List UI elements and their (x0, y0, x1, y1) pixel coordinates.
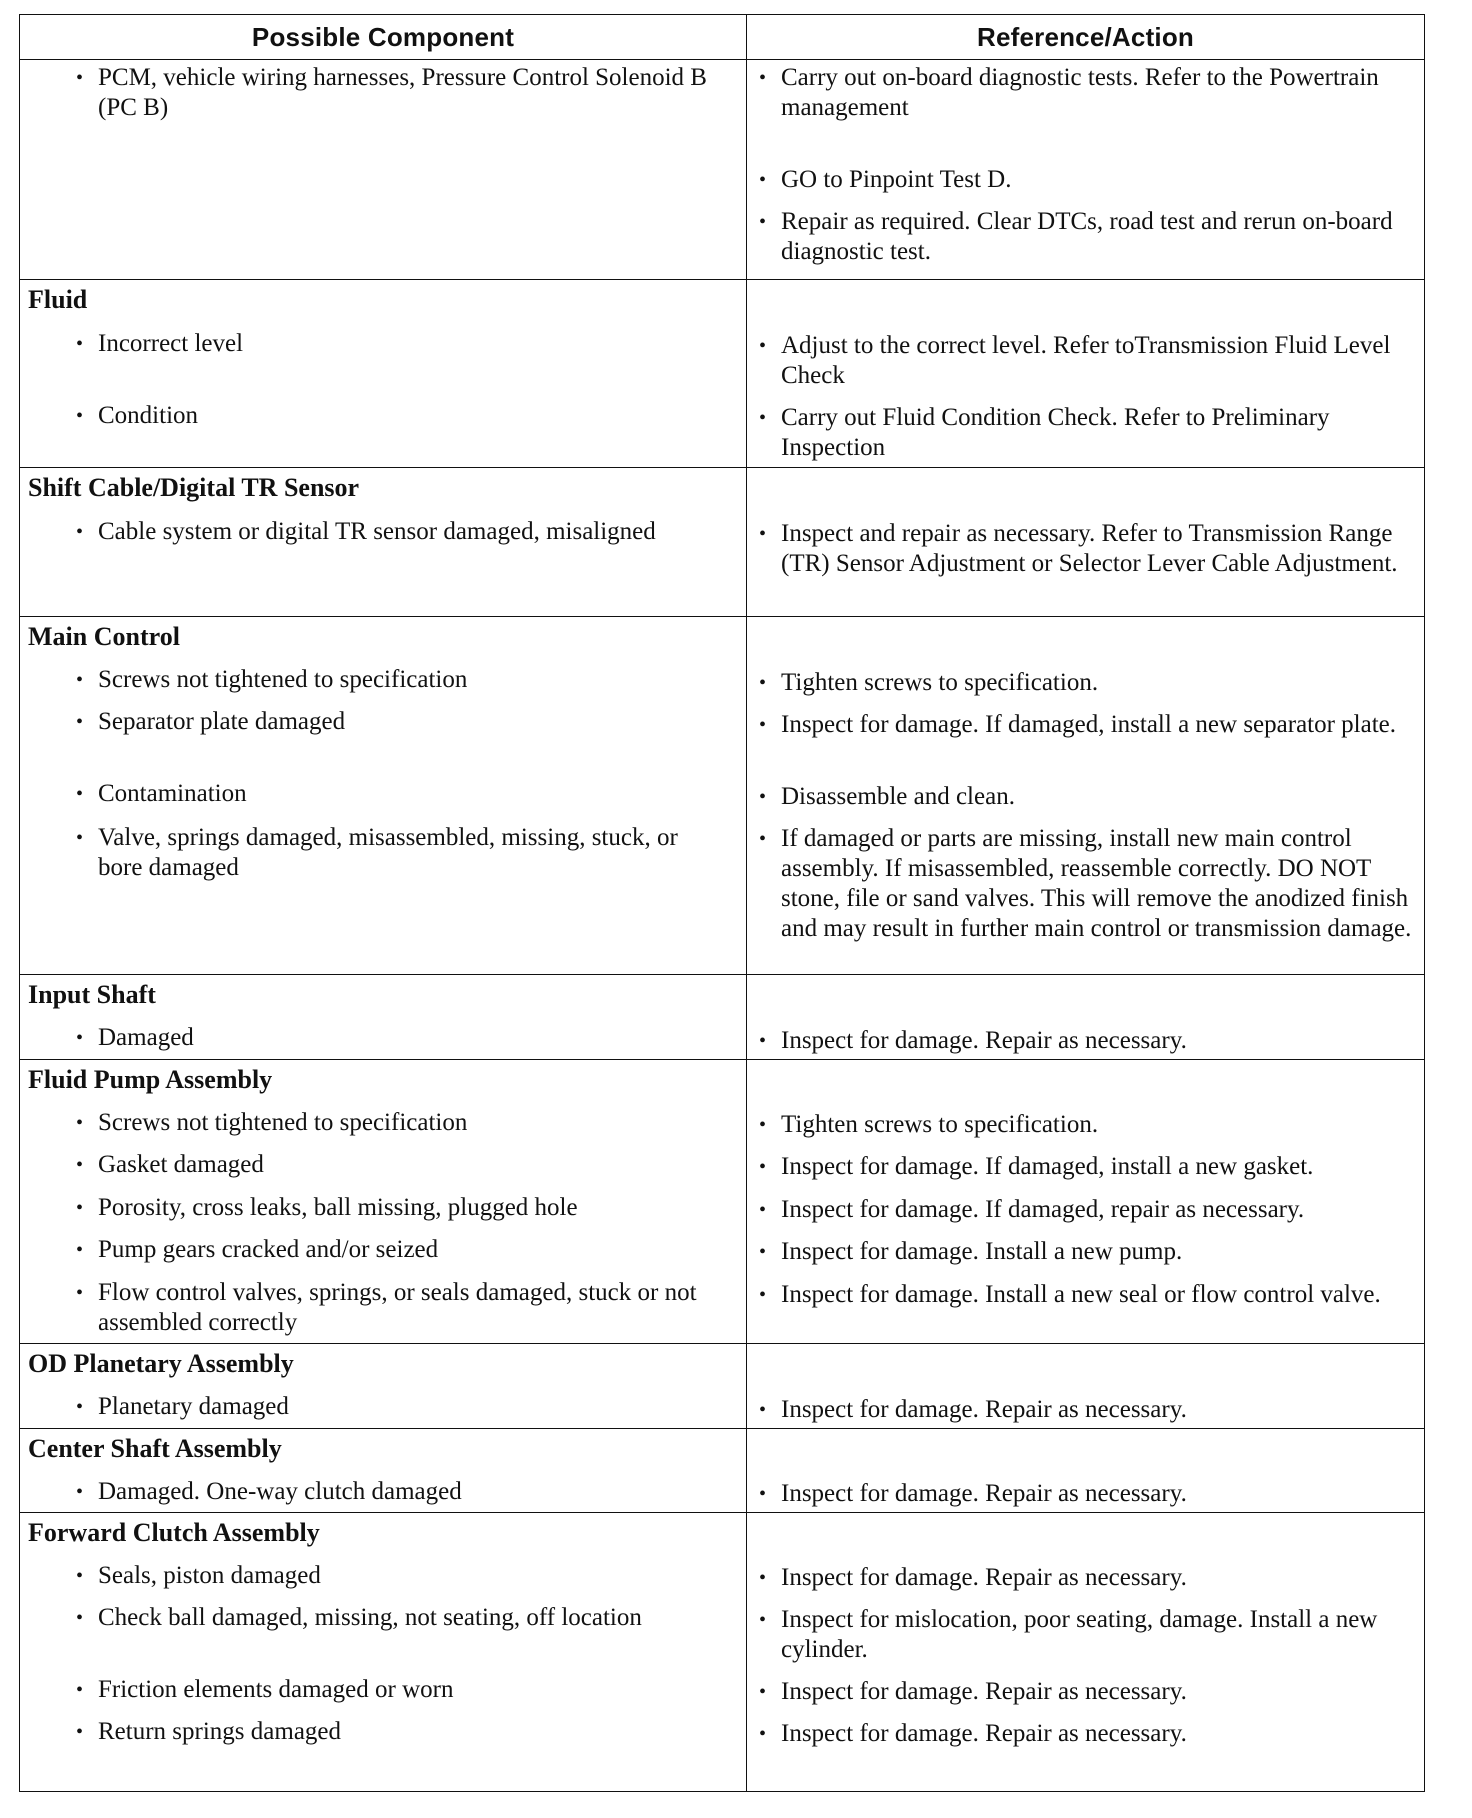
section-title: Input Shaft (28, 980, 156, 1009)
action-item (759, 668, 1421, 698)
component-text: Contamination (98, 780, 247, 807)
section-title: Main Control (28, 622, 180, 651)
bullet-icon: • (759, 1284, 767, 1306)
row-divider (20, 1428, 1424, 1429)
component-text: Cable system or digital TR sensor damaged, misaligned (98, 518, 656, 545)
bullet-icon: • (759, 169, 767, 191)
component-item (76, 1717, 728, 1747)
section-title: Center Shaft Assembly (28, 1434, 282, 1463)
row-divider (20, 1343, 1424, 1344)
component-item (76, 823, 728, 883)
action-item (759, 1479, 1421, 1509)
diagnosis-table (19, 14, 1425, 1792)
component-text: Pump gears cracked and/or seized (98, 1236, 439, 1263)
row-divider (20, 616, 1424, 617)
bullet-icon: • (759, 672, 767, 694)
component-item (76, 1193, 728, 1223)
component-item (76, 1392, 728, 1422)
action-text: Disassemble and clean. (781, 783, 1015, 810)
bullet-icon: • (76, 405, 84, 427)
action-item (759, 519, 1421, 579)
action-item (759, 165, 1421, 195)
bullet-icon: • (759, 828, 767, 850)
bullet-icon: • (759, 1681, 767, 1703)
bullet-icon: • (76, 827, 84, 849)
component-text: Separator plate damaged (98, 708, 346, 735)
action-text: Inspect for damage. Repair as necessary. (781, 1396, 1187, 1423)
component-item (76, 707, 728, 737)
bullet-icon: • (76, 1481, 84, 1503)
bullet-icon: • (759, 1567, 767, 1589)
bullet-icon: • (76, 1239, 84, 1261)
bullet-icon: • (76, 1154, 84, 1176)
component-text: Return springs damaged (98, 1718, 342, 1745)
component-text: Condition (98, 402, 199, 429)
component-text: Seals, piston damaged (98, 1562, 321, 1589)
bullet-icon: • (759, 1723, 767, 1745)
action-item (759, 1195, 1421, 1225)
action-item (759, 1563, 1421, 1593)
component-text: Check ball damaged, missing, not seating, off location (98, 1604, 642, 1631)
bullet-icon: • (76, 1396, 84, 1418)
action-item (759, 331, 1421, 391)
component-item (76, 665, 728, 695)
row-divider (20, 279, 1424, 280)
component-item (76, 329, 728, 359)
action-item (759, 1677, 1421, 1707)
component-item (76, 1675, 728, 1705)
bullet-icon: • (759, 335, 767, 357)
bullet-icon: • (76, 1565, 84, 1587)
bullet-icon: • (759, 1199, 767, 1221)
component-text: Friction elements damaged or worn (98, 1676, 454, 1703)
section-title: Fluid Pump Assembly (28, 1065, 273, 1094)
action-text: Repair as required. Clear DTCs, road test and rerun on-board diagnostic test. (781, 208, 1393, 265)
action-text: Tighten screws to specification. (781, 1111, 1099, 1138)
action-text: Inspect for damage. Repair as necessary. (781, 1678, 1187, 1705)
bullet-icon: • (76, 1607, 84, 1629)
action-item (759, 207, 1421, 267)
action-text: If damaged or parts are missing, install new main control assembly. If misassembled, reassemble correctly. DO NOT stone, file or sand valves. This will remove the anodized finish and may result in further main control or transmission damage. (781, 825, 1412, 942)
row-divider (20, 1512, 1424, 1513)
row-divider (20, 974, 1424, 975)
component-text: Planetary damaged (98, 1393, 289, 1420)
bullet-icon: • (759, 786, 767, 808)
bullet-icon: • (759, 1156, 767, 1178)
bullet-icon: • (76, 1197, 84, 1219)
action-item (759, 782, 1421, 812)
component-text: Screws not tightened to specification (98, 666, 468, 693)
bullet-icon: • (76, 669, 84, 691)
component-text: PCM, vehicle wiring harnesses, Pressure Control Solenoid B (PC B) (98, 64, 707, 121)
section-title: Forward Clutch Assembly (28, 1518, 320, 1547)
action-item (759, 1280, 1421, 1310)
bullet-icon: • (76, 1721, 84, 1743)
bullet-icon: • (76, 1679, 84, 1701)
action-item (759, 1152, 1421, 1182)
component-item (76, 1603, 728, 1633)
bullet-icon: • (76, 521, 84, 543)
bullet-icon: • (759, 714, 767, 736)
header-reference-action: Reference/Action (976, 22, 1195, 52)
component-item (76, 1477, 728, 1507)
action-item (759, 1110, 1421, 1140)
action-item (759, 1719, 1421, 1749)
action-item (759, 1395, 1421, 1425)
bullet-icon: • (759, 1483, 767, 1505)
section-title: OD Planetary Assembly (28, 1349, 294, 1378)
action-text: Tighten screws to specification. (781, 669, 1099, 696)
action-text: Inspect for damage. If damaged, install a new separator plate. (781, 711, 1397, 738)
bullet-icon: • (759, 1399, 767, 1421)
action-text: Inspect for damage. If damaged, install a new gasket. (781, 1153, 1314, 1180)
bullet-icon: • (759, 523, 767, 545)
component-item (76, 1278, 728, 1338)
component-item (76, 779, 728, 809)
component-item (76, 1108, 728, 1138)
component-text: Porosity, cross leaks, ball missing, plugged hole (98, 1194, 578, 1221)
action-text: Inspect for damage. Repair as necessary. (781, 1027, 1187, 1054)
bullet-icon: • (76, 1027, 84, 1049)
action-text: Inspect for damage. Install a new pump. (781, 1238, 1183, 1265)
bullet-icon: • (76, 711, 84, 733)
action-text: Carry out on-board diagnostic tests. Refer to the Powertrain management (781, 64, 1379, 121)
bullet-icon: • (759, 1030, 767, 1052)
header-divider (20, 59, 1424, 60)
bullet-icon: • (759, 1609, 767, 1631)
bullet-icon: • (76, 67, 84, 89)
component-text: Valve, springs damaged, misassembled, missing, stuck, or bore damaged (98, 824, 678, 881)
row-divider (20, 1059, 1424, 1060)
bullet-icon: • (76, 1282, 84, 1304)
bullet-icon: • (759, 1241, 767, 1263)
action-item (759, 710, 1421, 740)
action-text: GO to Pinpoint Test D. (781, 166, 1012, 193)
component-item (76, 63, 728, 123)
action-item (759, 403, 1421, 463)
component-item (76, 1235, 728, 1265)
header-possible-component: Possible Component (251, 22, 515, 52)
action-text: Inspect for damage. Install a new seal or flow control valve. (781, 1281, 1381, 1308)
action-text: Inspect and repair as necessary. Refer to Transmission Range (TR) Sensor Adjustment or Selector Lever Cable Adjustment. (781, 520, 1398, 577)
action-text: Carry out Fluid Condition Check. Refer to Preliminary Inspection (781, 404, 1330, 461)
component-item (76, 1023, 728, 1053)
component-item (76, 1561, 728, 1591)
component-text: Incorrect level (98, 330, 244, 357)
bullet-icon: • (76, 333, 84, 355)
bullet-icon: • (76, 1112, 84, 1134)
section-title: Shift Cable/Digital TR Sensor (28, 473, 360, 502)
component-item (76, 1150, 728, 1180)
action-text: Inspect for damage. Repair as necessary. (781, 1480, 1187, 1507)
action-item (759, 824, 1421, 944)
section-title: Fluid (28, 285, 88, 314)
component-text: Gasket damaged (98, 1151, 264, 1178)
action-item (759, 63, 1421, 123)
action-text: Adjust to the correct level. Refer toTransmission Fluid Level Check (781, 332, 1391, 389)
bullet-icon: • (759, 1114, 767, 1136)
bullet-icon: • (76, 783, 84, 805)
bullet-icon: • (759, 67, 767, 89)
column-divider (746, 15, 747, 1791)
action-item (759, 1605, 1421, 1665)
component-item (76, 517, 728, 547)
action-item (759, 1026, 1421, 1056)
row-divider (20, 467, 1424, 468)
component-text: Screws not tightened to specification (98, 1109, 468, 1136)
component-text: Flow control valves, springs, or seals damaged, stuck or not assembled correctly (98, 1279, 697, 1336)
action-text: Inspect for mislocation, poor seating, damage. Install a new cylinder. (781, 1606, 1378, 1663)
action-item (759, 1237, 1421, 1267)
bullet-icon: • (759, 407, 767, 429)
bullet-icon: • (759, 211, 767, 233)
component-text: Damaged (98, 1024, 194, 1051)
component-text: Damaged. One-way clutch damaged (98, 1478, 462, 1505)
action-text: Inspect for damage. Repair as necessary. (781, 1720, 1187, 1747)
action-text: Inspect for damage. If damaged, repair as necessary. (781, 1196, 1305, 1223)
action-text: Inspect for damage. Repair as necessary. (781, 1564, 1187, 1591)
component-item (76, 401, 728, 431)
